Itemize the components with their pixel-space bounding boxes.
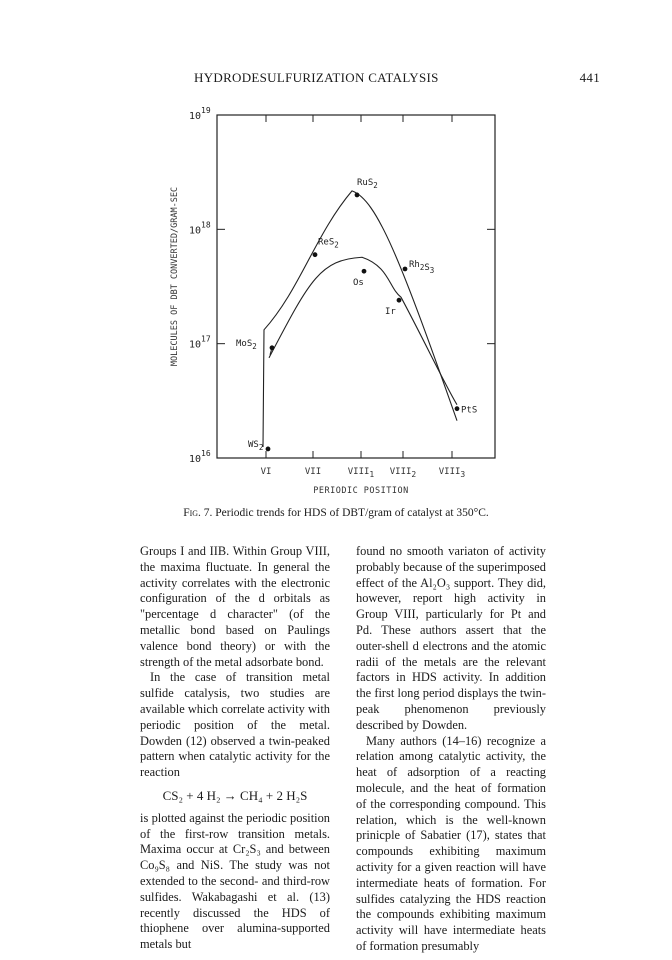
left-paragraph-1: Groups I and IIB. Within Group VIII, the maxima fluctuate. In general the activity correlates with the electronic configuration of the d orbitals as "percentage d character" (of the metallic bond based on Paulings valence bond theory) or with the strength of the metal adsorbate bond. [140, 544, 330, 669]
data-point-label: Os [353, 278, 364, 289]
data-point-label: ReS$_2$ [318, 237, 339, 250]
data-point [313, 252, 318, 257]
data-point-label: PtS [461, 405, 478, 416]
curve-upper [263, 191, 457, 447]
x-axis-label: PERIODIC POSITION [313, 486, 409, 496]
data-point-label: MoS$_2$ [236, 338, 257, 351]
caption-label: Fig. 7. [183, 507, 213, 519]
figure-7 [150, 100, 530, 520]
x-tick-label: VIII3 [438, 467, 466, 479]
y-tick-label: $10^{17}$ [189, 334, 211, 351]
y-axis-label: MOLECULES OF DBT CONVERTED/GRAM-SEC [170, 186, 180, 367]
page-number: 441 [579, 70, 600, 85]
left-paragraph-3: is plotted against the periodic position of the first-row transition metals. Maxima occur at Cr₂S₃ and between Co₉S₈ and NiS. The study was not extended to the second- and third-row sulfides. Wakabagashi et al. (13) recently discussed the HDS of thiophene over alumina-supported metals but [140, 810, 330, 952]
data-point [270, 345, 275, 350]
data-point-label: Ir [385, 307, 396, 318]
data-point-label: $WS_2$ [248, 439, 264, 452]
y-tick-label: $10^{19}$ [189, 106, 211, 122]
right-paragraph-2: Many authors (14–16) recognize a relation among catalytic activity, the heat of adsorption of a reacting molecule, and the heat of formation of the corresponding compound. This relation, which is the well-known prinicple of Sabatier (17), states that compounds exhibiting maximum activity for a given reaction will have intermediate heats of formation. For sulfides catalyzing the HDS reaction the compounds exhibiting maximum activity will have intermediate heats of formation presumably [356, 733, 546, 953]
figure-caption [0, 507, 672, 519]
right-column [356, 544, 546, 955]
periodic-trends-chart [150, 100, 530, 500]
left-column [140, 544, 330, 953]
data-point [355, 193, 360, 198]
caption-text: Periodic trends for HDS of DBT/gram of catalyst at 350°C. [215, 507, 489, 519]
x-tick-label: VI [260, 467, 272, 477]
data-point [266, 447, 271, 452]
data-point [403, 267, 408, 272]
data-point-label: RuS$_2$ [357, 177, 378, 190]
data-point [455, 406, 460, 411]
y-tick-label: $10^{16}$ [189, 449, 211, 465]
running-title: HYDRODESULFURIZATION CATALYSIS [194, 70, 439, 85]
data-point [397, 298, 402, 303]
data-point-label: $Rh_2S_3$ [409, 259, 435, 275]
x-tick-label: VIII2 [389, 467, 417, 479]
x-tick-label: VII [304, 467, 322, 477]
reaction-equation: CS₂ + 4 H₂ → CH₄ + 2 H₂S [162, 787, 308, 803]
left-paragraph-2: In the case of transition metal sulfide catalysis, two studies are available which correlate activity with periodic position of the metal. Dowden (12) observed a twin-peaked pattern when catalytic activity for the reaction [140, 670, 330, 780]
x-tick-label: VIII1 [347, 467, 375, 479]
data-point [362, 269, 367, 274]
right-paragraph-1: found no smooth variaton of activity probably because of the superimposed effect of the Al₂O₃ support. They did, however, report high activity in Group VIII, particularly for Pt and Pd. These authors assert that the outer-shell d electrons and the atomic radii of the metals are the relevant factors in HDS activity. In addition the first long period displays the twin-peak phenomenon previously described by Dowden. [356, 544, 546, 732]
y-tick-label: $10^{18}$ [189, 220, 211, 237]
running-header [180, 70, 620, 90]
